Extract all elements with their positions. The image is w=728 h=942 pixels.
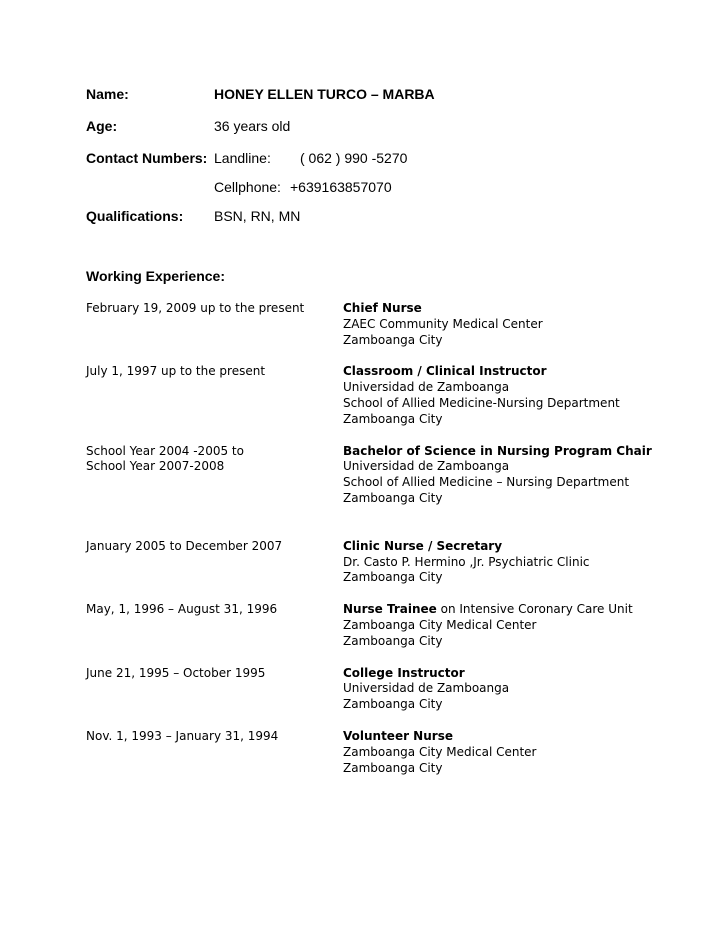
date-line: May, 1, 1996 – August 31, 1996 [86, 602, 278, 617]
detail-line: School of Allied Medicine – Nursing Department [343, 475, 630, 490]
position-title: Chief Nurse [343, 301, 422, 315]
date-line: January 2005 to December 2007 [86, 538, 283, 553]
detail-line: Zamboanga City [343, 332, 443, 347]
qualifications-value: BSN, RN, MN [214, 208, 301, 224]
entry-date [86, 666, 336, 682]
detail-line: Zamboanga City [343, 760, 443, 775]
landline-label: Landline: [214, 150, 271, 166]
experience-entry [86, 444, 716, 507]
experience-entry [86, 729, 716, 776]
detail-line: Zamboanga City [343, 490, 443, 505]
experience-list [86, 301, 716, 776]
cellphone-value: +639163857070 [290, 179, 392, 195]
date-line: School Year 2007-2008 [86, 459, 225, 474]
entry-details [343, 301, 716, 348]
experience-entry [86, 602, 716, 649]
detail-line: Universidad de Zamboanga [343, 459, 510, 474]
detail-line: Zamboanga City [343, 697, 443, 712]
position-title: Bachelor of Science in Nursing Program Chair [343, 443, 652, 458]
landline-value: ( 062 ) 990 -5270 [300, 150, 408, 166]
entry-details [343, 364, 716, 427]
detail-line: Dr. Casto P. Hermino ,Jr. Psychiatric Clinic [343, 554, 590, 569]
detail-line: Zamboanga City [343, 570, 443, 585]
position-title-suffix: on Intensive Coronary Care Unit [436, 602, 633, 617]
name-value: HONEY ELLEN TURCO – MARBA [214, 86, 435, 102]
date-line: School Year 2004 -2005 to [86, 443, 244, 458]
detail-line: School of Allied Medicine-Nursing Department [343, 395, 620, 410]
position-title: College Instructor [343, 665, 465, 680]
age-label: Age: [86, 118, 118, 134]
detail-line: ZAEC Community Medical Center [343, 316, 543, 331]
position-title: Classroom / Clinical Instructor [343, 364, 547, 379]
cellphone-label: Cellphone: [214, 179, 281, 195]
entry-date [86, 602, 336, 618]
entry-details [343, 602, 716, 649]
qualifications-label: Qualifications: [86, 208, 184, 224]
contact-numbers-label: Contact Numbers: [86, 150, 208, 166]
entry-details [343, 729, 716, 776]
name-label: Name: [86, 86, 129, 102]
date-line: July 1, 1997 up to the present [86, 364, 266, 379]
date-line: February 19, 2009 up to the present [86, 301, 305, 315]
detail-line: Universidad de Zamboanga [343, 380, 510, 395]
detail-line: Zamboanga City [343, 411, 443, 426]
detail-line: Universidad de Zamboanga [343, 681, 510, 696]
entry-date [86, 729, 336, 745]
entry-details [343, 444, 716, 507]
entry-details [343, 539, 716, 586]
position-title: Clinic Nurse / Secretary [343, 538, 503, 553]
entry-date [86, 444, 336, 476]
experience-entry [86, 666, 716, 713]
entry-details [343, 666, 716, 713]
detail-line: Zamboanga City Medical Center [343, 744, 537, 759]
entry-date [86, 539, 336, 555]
position-title: Nurse Trainee [343, 602, 437, 617]
date-line: June 21, 1995 – October 1995 [86, 665, 266, 680]
age-value: 36 years old [214, 118, 291, 134]
entry-date [86, 364, 336, 380]
date-line: Nov. 1, 1993 – January 31, 1994 [86, 728, 279, 743]
entry-date [86, 301, 336, 317]
experience-entry [86, 301, 716, 348]
position-title: Volunteer Nurse [343, 728, 453, 743]
experience-entry [86, 539, 716, 586]
working-experience-heading: Working Experience: [86, 268, 226, 284]
detail-line: Zamboanga City [343, 633, 443, 648]
experience-entry [86, 364, 716, 427]
detail-line: Zamboanga City Medical Center [343, 617, 537, 632]
